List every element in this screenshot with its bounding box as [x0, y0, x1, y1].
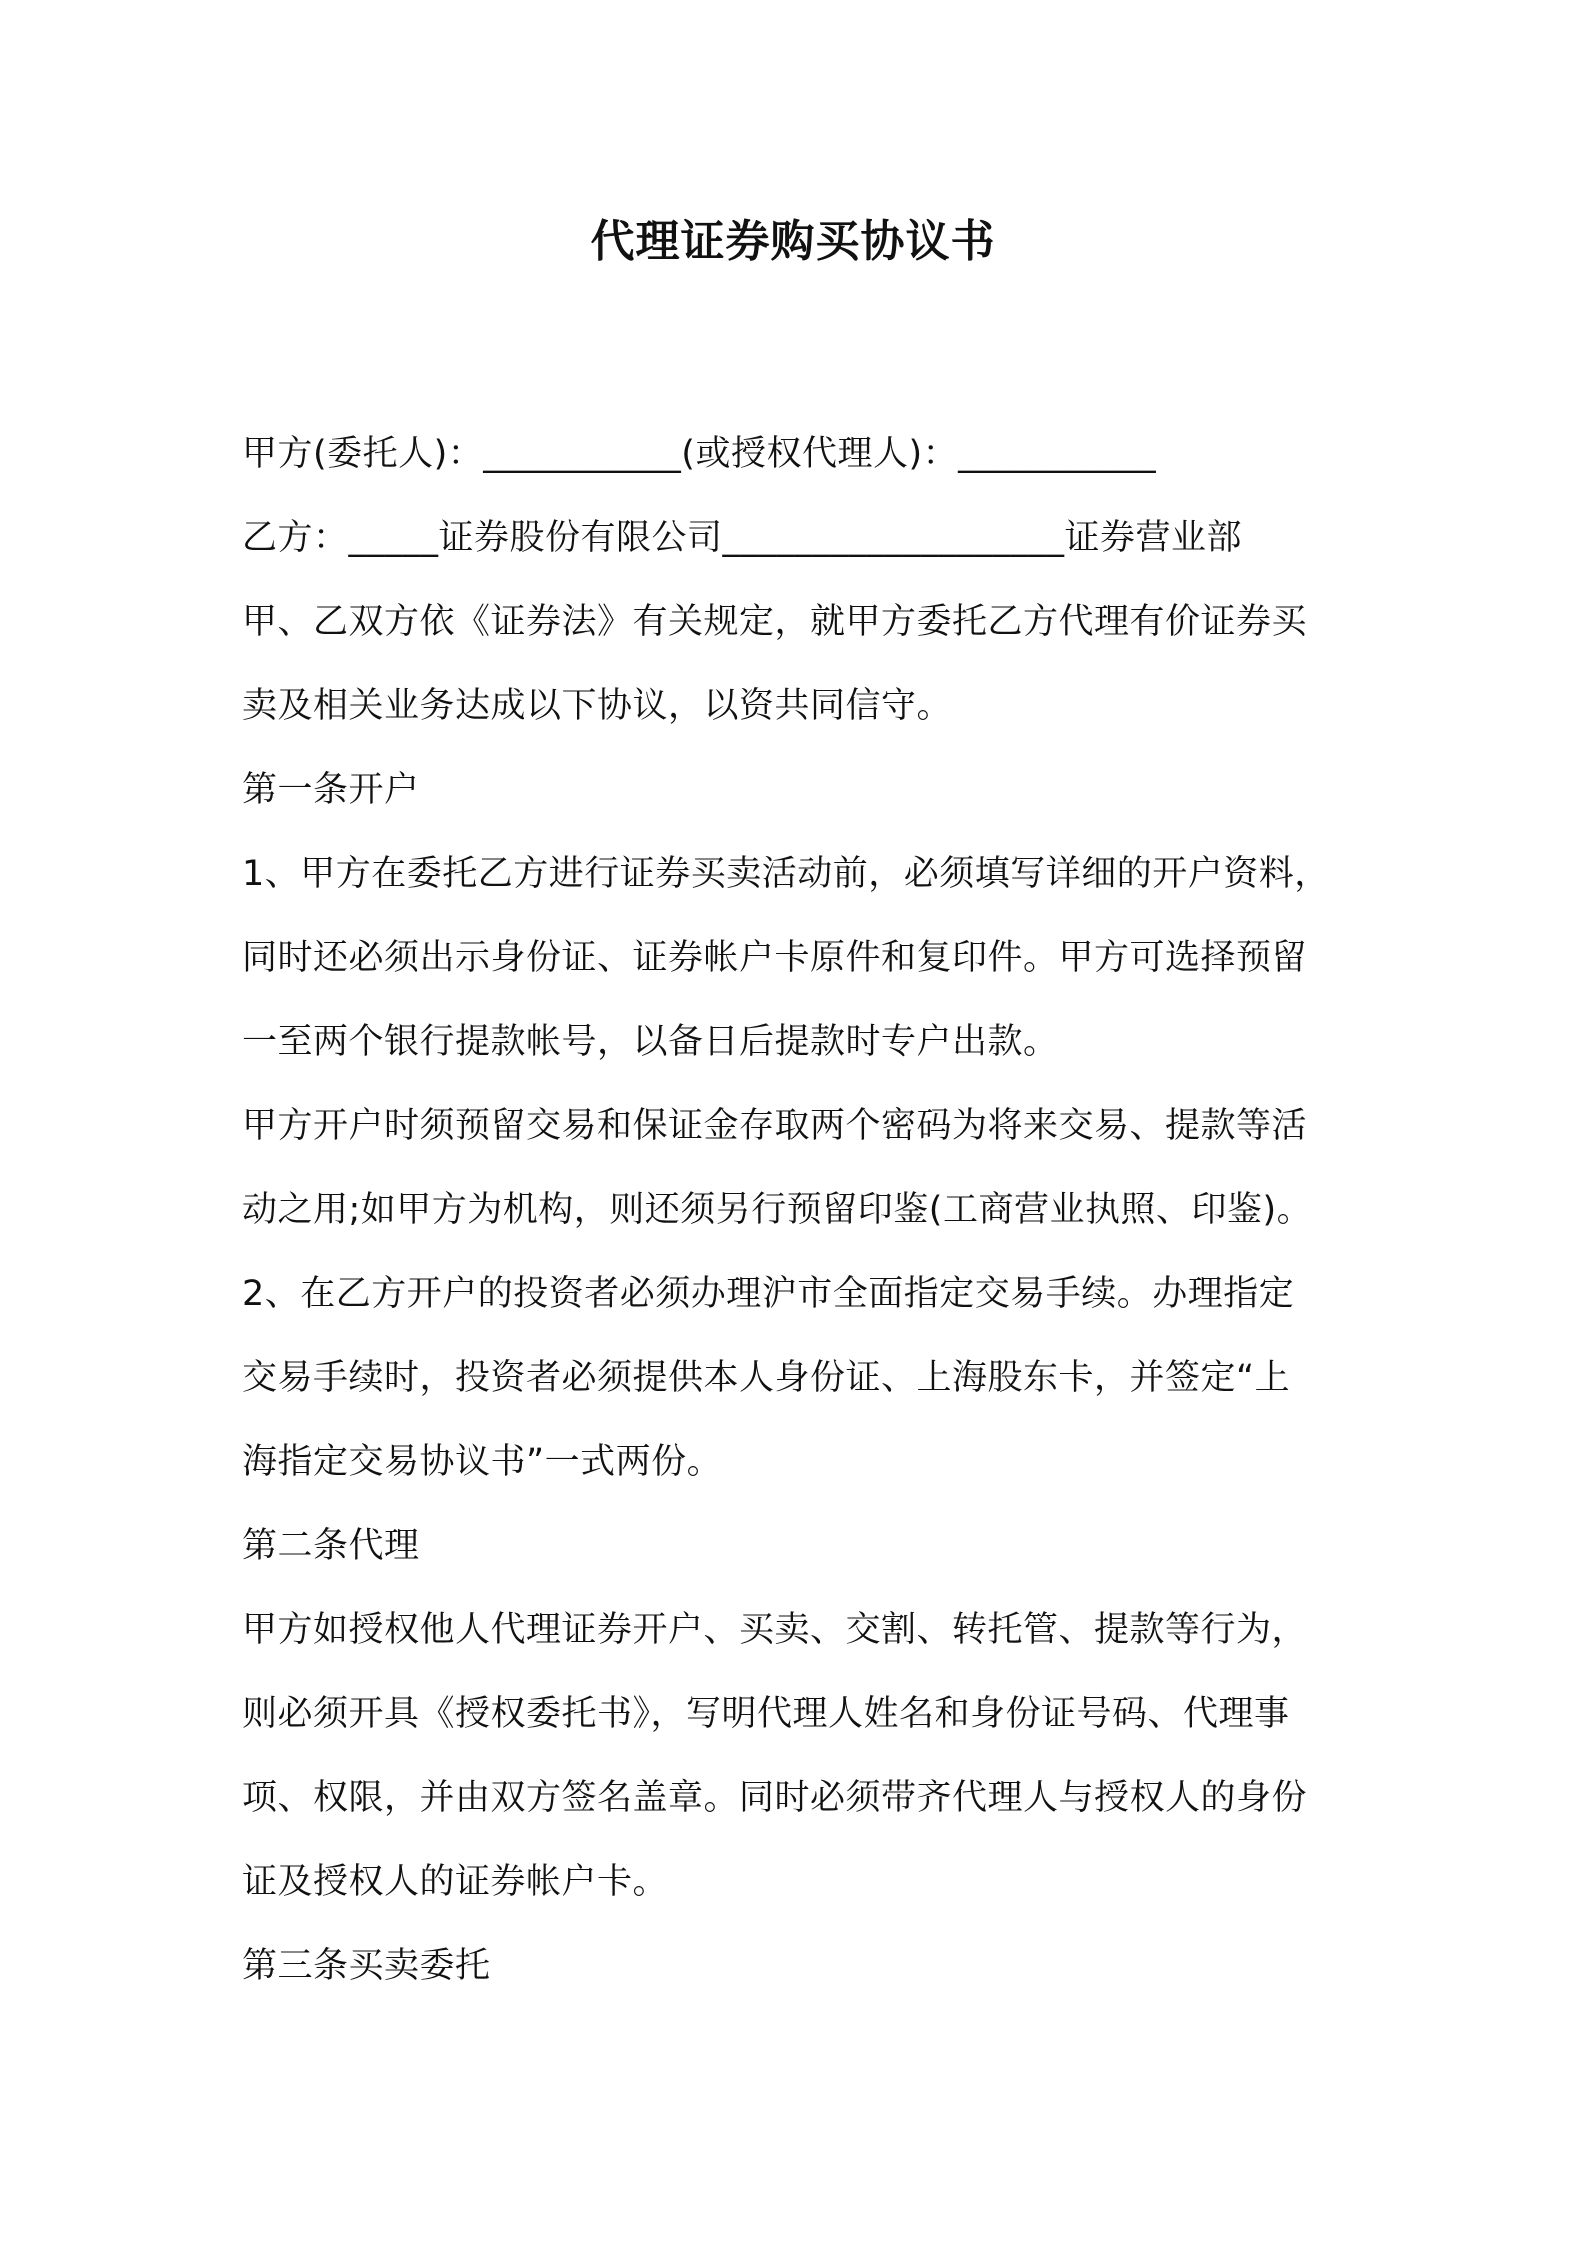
article-2-text-line: 甲方如授权他人代理证券开户、买卖、交割、转托管、提款等行为， [242, 1610, 1308, 1650]
preamble-line-2: 卖及相关业务达成以下协议，以资共同信守。 [242, 686, 953, 726]
article-1-text-line: 海指定交易协议书”一式两份。 [242, 1442, 723, 1482]
party-b-line: 乙方：_____证券股份有限公司___________________证券营业部 [242, 518, 1243, 558]
article-1-text-line: 2、在乙方开户的投资者必须办理沪市全面指定交易手续。办理指定 [242, 1274, 1295, 1314]
article-1-text-line: 甲方开户时须预留交易和保证金存取两个密码为将来交易、提款等活 [242, 1106, 1308, 1146]
article-2-text-line: 则必须开具《授权委托书》，写明代理人姓名和身份证号码、代理事 [242, 1694, 1290, 1734]
preamble-line-1: 甲、乙双方依《证券法》有关规定，就甲方委托乙方代理有价证券买 [242, 602, 1308, 642]
document-title: 代理证券购买协议书 [590, 216, 996, 267]
article-1-text-line: 1、甲方在委托乙方进行证券买卖活动前，必须填写详细的开户资料， [242, 854, 1330, 894]
article-1-text-line: 同时还必须出示身份证、证券帐户卡原件和复印件。甲方可选择预留 [242, 938, 1308, 978]
document-body [242, 412, 1362, 2008]
article-2-text-line: 项、权限，并由双方签名盖章。同时必须带齐代理人与授权人的身份 [242, 1778, 1308, 1818]
article-3-heading: 第三条买卖委托 [242, 1946, 491, 1986]
article-2-text-line: 证及授权人的证券帐户卡。 [242, 1862, 669, 1902]
article-1-text-line: 交易手续时，投资者必须提供本人身份证、上海股东卡，并签定“上 [242, 1358, 1291, 1398]
article-2-heading: 第二条代理 [242, 1526, 420, 1566]
article-1-text-line: 动之用;如甲方为机构，则还须另行预留印鉴(工商营业执照、印鉴)。 [242, 1190, 1313, 1230]
party-a-line: 甲方(委托人)：___________(或授权代理人)：___________ [242, 434, 1157, 474]
article-1-text-line: 一至两个银行提款帐号，以备日后提款时专户出款。 [242, 1022, 1059, 1062]
article-1-heading: 第一条开户 [242, 770, 420, 810]
